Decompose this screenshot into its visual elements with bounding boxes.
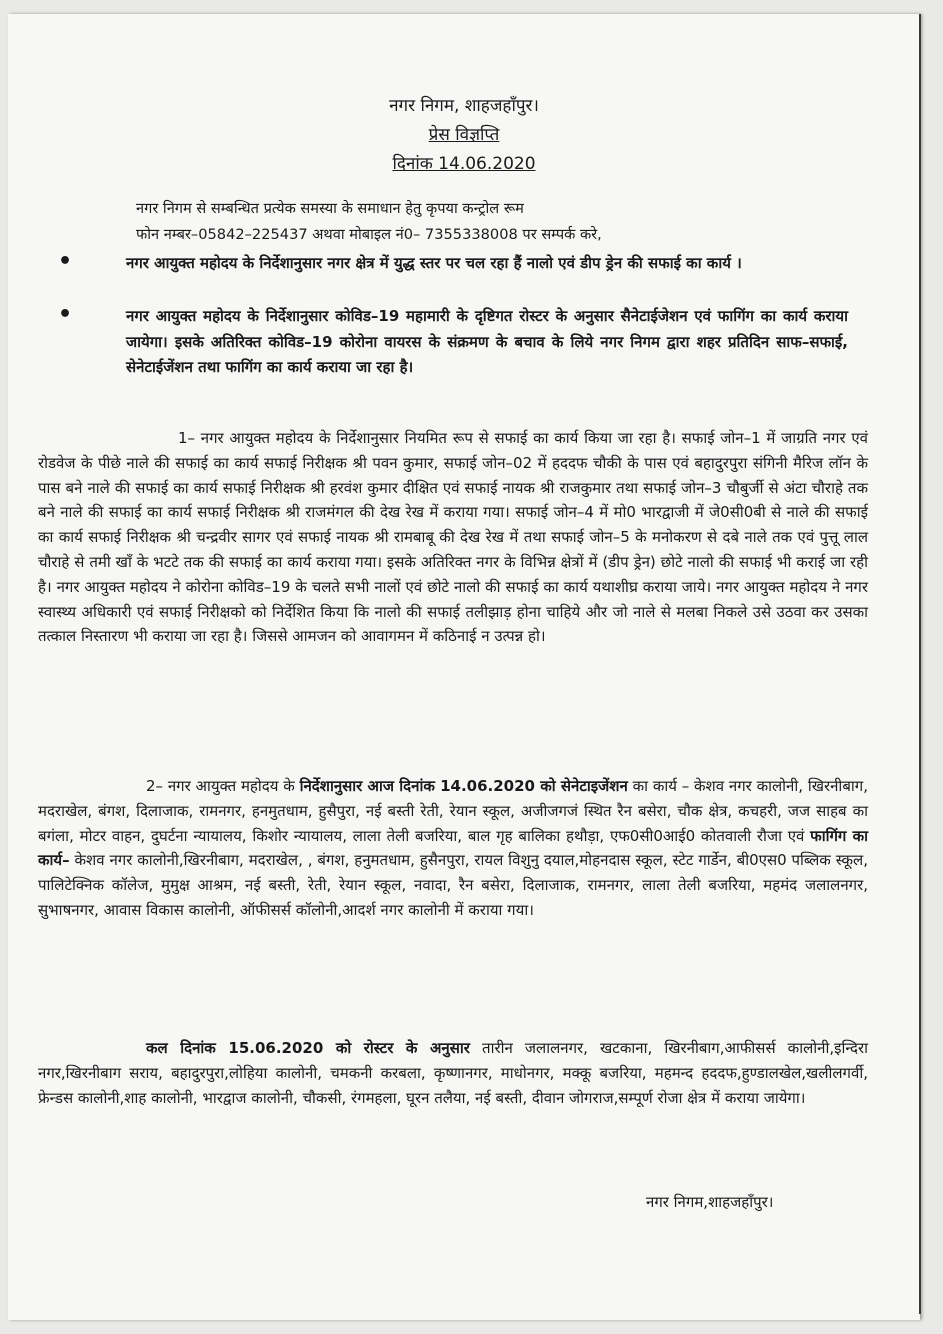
document-title: प्रेस विज्ञप्ति xyxy=(428,125,500,145)
paragraph-2-bold-sanitization: निर्देशानुसार आज दिनांक 14.06.2020 को सेनेटाइजेंशन xyxy=(299,777,628,795)
paragraph-2-sanitization-list: का कार्य – केशव नगर कालोनी, खिरनीबाग, मदराखेल, बंगश, दिलाजाक, रामनगर, हनमुतधाम, हुसैपुरा, नई बस्ती रेती, रेयान स्कूल, अजीजगजं स्थित रैन बसेरा, चौक क्षेत्र, कचहरी, जज साहब का बगंला, मोटर वाहन, दुघर्टना न्यायालय, किशोर न्यायालय, लाला तेली बजरिया, बाल गृह बालिका हथौड़ा, एफ0सी0आई0 कोतवाली रौजा एवं xyxy=(38,777,868,845)
bullet-text: नगर आयुक्त महोदय के निर्देशानुसार नगर क्षेत्र में युद्ध स्तर पर चल रहा हैं नालो एवं डीप ड्रेन की सफाई का कार्य । xyxy=(126,254,742,272)
bullet-mark: • xyxy=(58,249,73,274)
letterhead xyxy=(8,92,920,179)
paragraph-2-bold-fogging: फागिंग का कार्य– xyxy=(38,826,868,870)
paragraph-1 xyxy=(38,426,868,649)
bullet-item xyxy=(58,251,848,277)
paragraph-2-lead: 2– नगर आयुक्त महोदय के xyxy=(146,777,295,795)
paragraph-2 xyxy=(38,774,868,923)
intro-line-1: नगर निगम से सम्बन्धित प्रत्येक समस्या के समाधान हेतु कृपया कन्ट्रोल रूम xyxy=(136,200,524,217)
paragraph-3-text: तारीन जलालनगर, खटकाना, खिरनीबाग,आफीसर्स कालोनी,इन्दिरा नगर,खिरनीबाग सराय, बहादुरपुरा,लोहिया कालोनी, चमकनी करबला, कृष्णानगर, माधोनगर, मक्कू बजरिया, महमन्द हददफ,हुण्डालखेल,खलीलगर्वी, फ्रेन्डस कालोनी,शाह कालोनी, भारद्वाज कालोनी, चौकसी, रंगमहला, घूरन तलैया, नई बस्ती, दीवान जोगराज,सम्पूर्ण रोजा क्षेत्र में कराया जायेगा। xyxy=(38,1039,868,1107)
press-release-sheet xyxy=(8,14,920,1320)
paragraph-1-text: 1– नगर आयुक्त महोदय के निर्देशानुसार नियमित रूप से सफाई का कार्य किया जा रहा है। सफाई जोन–1 में जाग्रति नगर एवं रोडवेज के पीछे नाले की सफाई का कार्य सफाई निरीक्षक श्री पवन कुमार, सफाई जोन–02 में हददफ चौकी के पास एवं बहादुरपुरा संगिनी मैरिज लॉन के पास बने नाले की सफाई का कार्य सफाई निरीक्षक श्री हरवंश कुमार दीक्षित एवं सफाई नायक श्री राजकुमार तथा सफाई जोन–3 चौबुर्जी से अंटा चौराहे तक बने नाले की सफाई का कार्य सफाई निरीक्षक श्री राजमंगल की देख रेख में कराया गया। सफाई जोन–4 में मो0 भारद्वाजी में जे0सी0बी से नाले की सफाई का कार्य सफाई निरीक्षक श्री चन्द्रवीर सागर एवं सफाई नायक श्री रामबाबू की देख रेख में तथा सफाई जोन–5 के मनोकरण से दबे नाले तक एवं पुत्तू लाल चौराहे से तमी खाँ के भटटे तक की सफाई का कार्य कराया गया। इसके अतिरिक्त नगर के विभिन्न क्षेत्रों में (डीप ड्रेन) छोटे नालो की सफाई भी कराई जा रही है। नगर आयुक्त महोदय ने कोरोना कोविड–19 के चलते सभी नालों एवं छोटे नालो की सफाई का कार्य यथाशीघ्र कराया जाये। नगर आयुक्त महोदय ने नगर स्वास्थ्य अधिकारी एवं सफाई निरीक्षको को निर्देशित किया कि नालो की सफाई तलीझाड़ होना चाहिये और जो नाले से मलबा निकले उसे उठवा कर उसका तत्काल निस्तारण भी कराया जा रहा है। जिससे आमजन को आवागमन में कठिनाई न उत्पन्न हो। xyxy=(38,429,868,646)
intro-line-2: फोन नम्बर–05842–225437 अथवा मोबाइल नं0– 7355338008 पर सम्पर्क करे, xyxy=(136,226,602,243)
bullet-item xyxy=(58,304,848,381)
paragraph-2-fogging-list: केशव नगर कालोनी,खिरनीबाग, मदराखेल, , बंगश, हनुमतधाम, हुसैनपुरा, रायल विशुनु दयाल,मोहनदास स्कूल, स्टेट गार्डेन, बी0एस0 पब्लिक स्कूल, पालिटेक्निक कॉलेज, मुमुक्ष आश्रम, नई बस्ती, रेती, रेयान स्कूल, नवादा, रैन बसेरा, दिलाजाक, रामनगर, लाला तेली बजरिया, महमंद जलालनगर, सुभाषनगर, आवास विकास कालोनी, ऑफीसर्स कॉलोनी,आदर्श नगर कालोनी में कराया गया। xyxy=(38,851,868,919)
control-room-notice xyxy=(136,196,856,248)
bullet-text: नगर आयुक्त महोदय के निर्देशानुसार कोविड–19 महामारी के दृष्टिगत रोस्टर के अनुसार सैनेटाईजेशन एवं फागिंग का कार्य कराया जायेगा। इसके अतिरिक्त कोविड–19 कोरोना वायरस के संक्रमण के बचाव के लिये नगर निगम द्वारा शहर प्रतिदिन साफ–सफाई, सेनेटाईजेंशन तथा फागिंग का कार्य कराया जा रहा है। xyxy=(126,307,848,376)
paragraph-3 xyxy=(38,1036,868,1110)
paragraph-3-bold: कल दिनांक 15.06.2020 को रोस्टर के अनुसार xyxy=(146,1039,470,1057)
page-edge-divider xyxy=(919,14,921,1314)
org-name: नगर निगम, शाहजहाँपुर। xyxy=(389,96,539,116)
signature-block: नगर निगम,शाहजहाँपुर। xyxy=(646,1193,774,1211)
bullet-mark: • xyxy=(58,302,73,327)
document-date: दिनांक 14.06.2020 xyxy=(392,154,536,174)
